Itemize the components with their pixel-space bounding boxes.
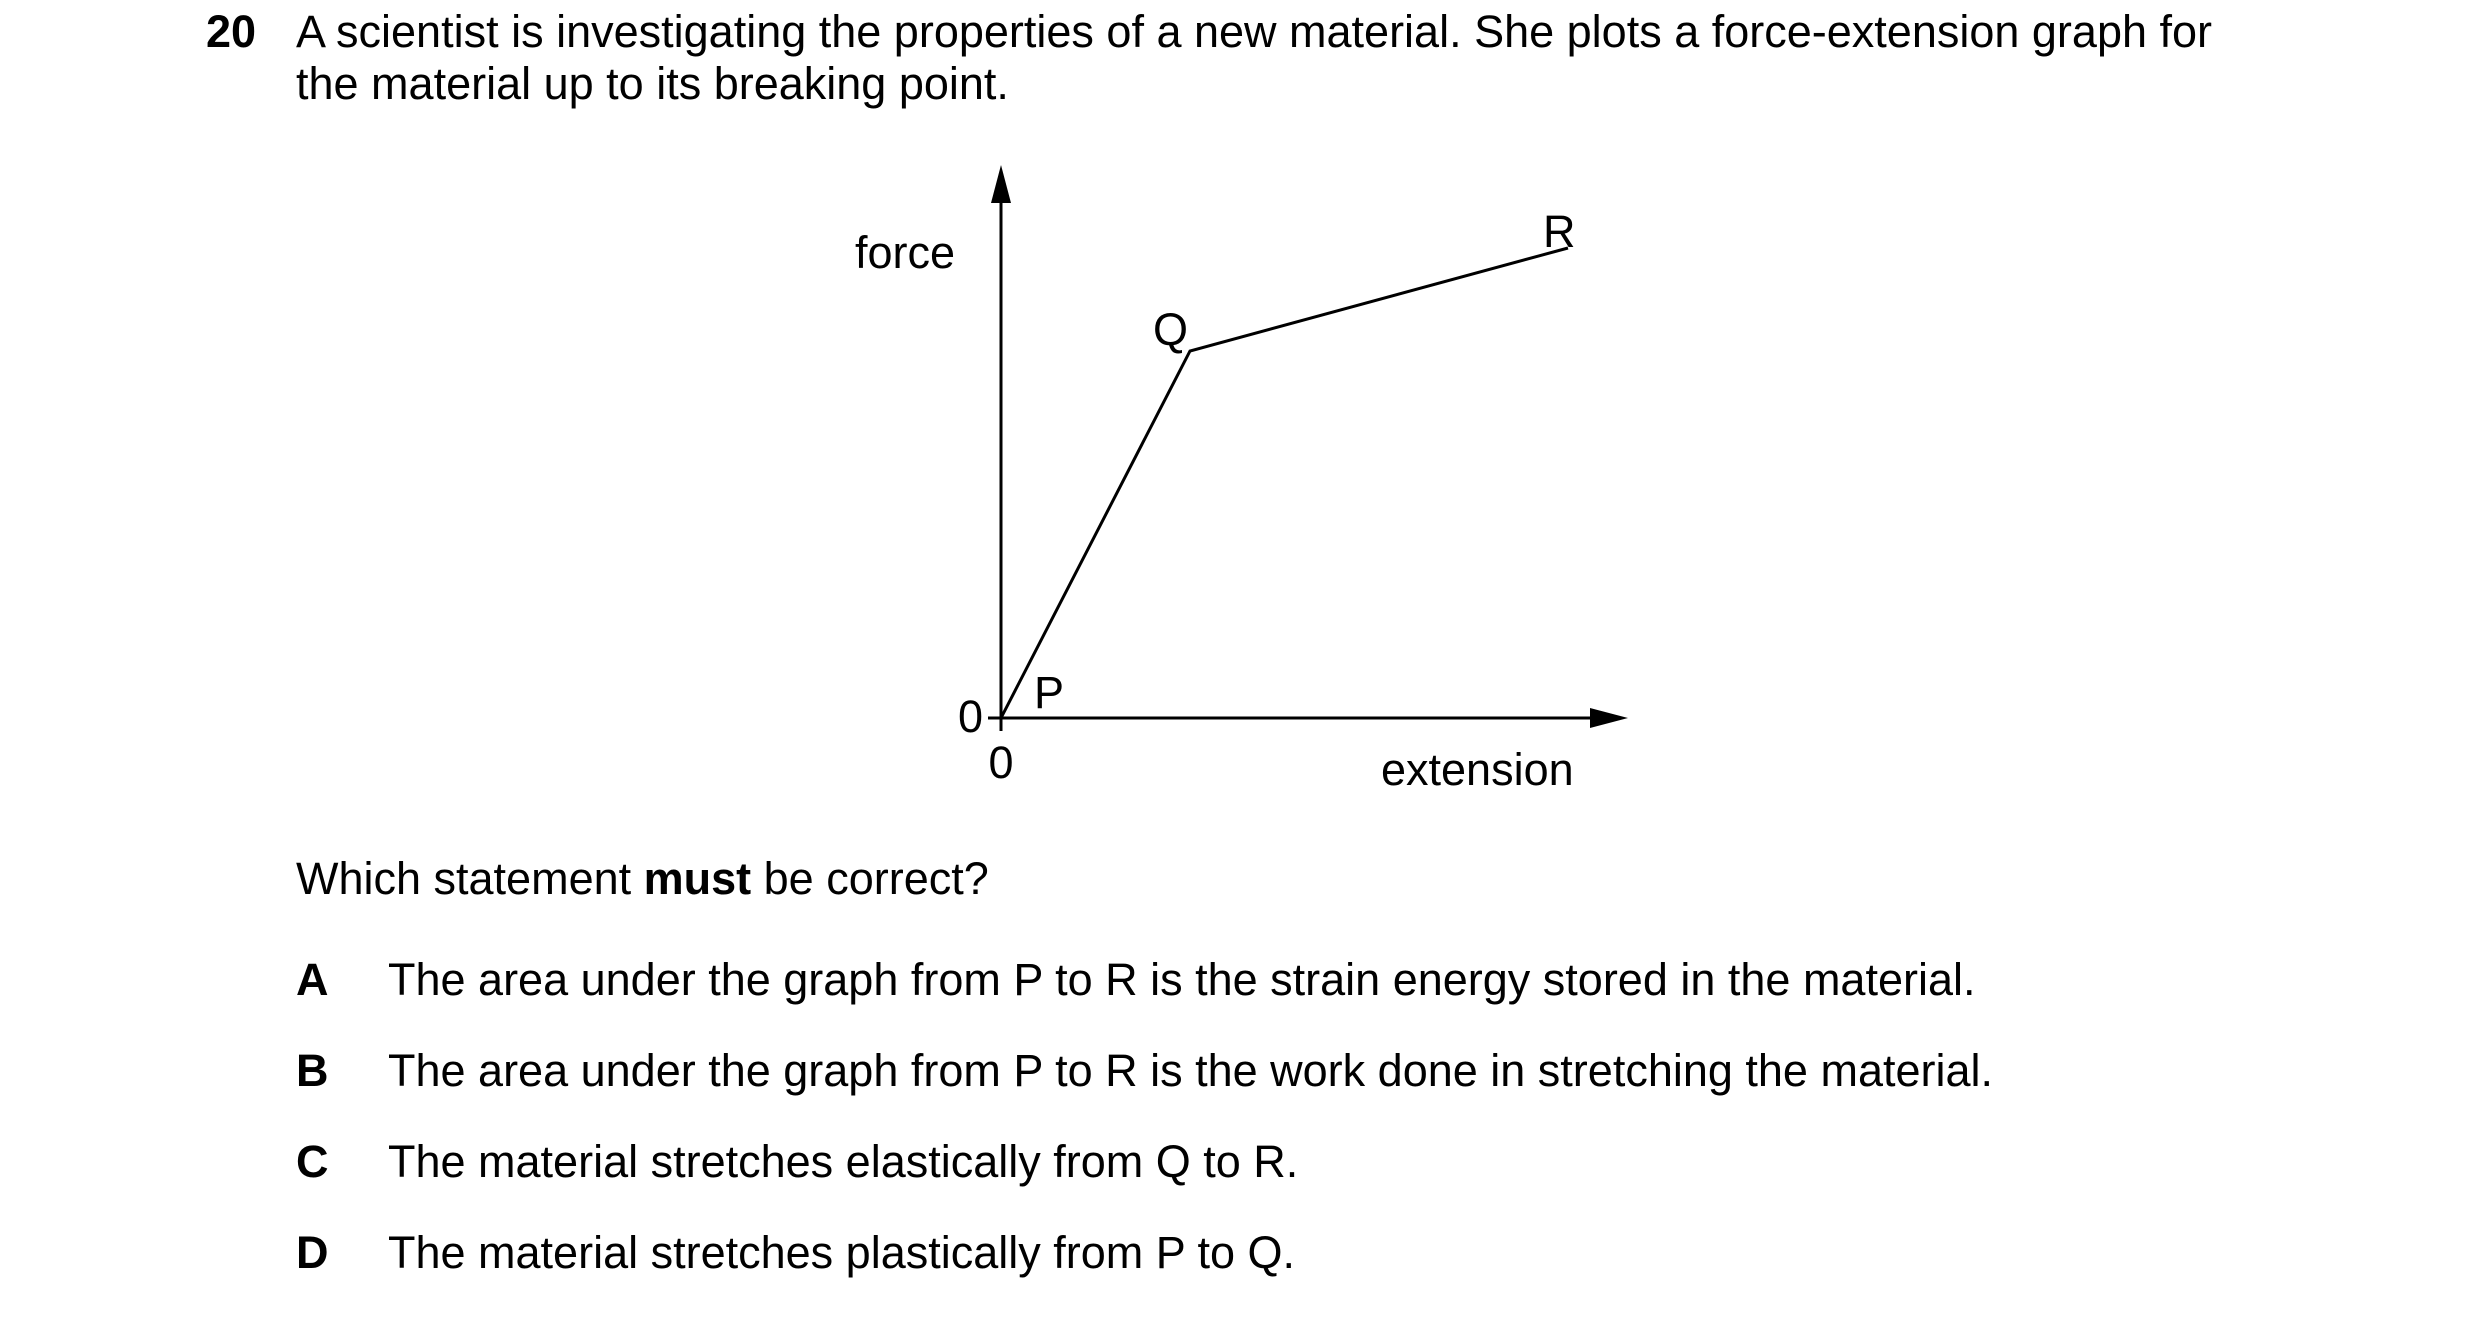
option-a-letter: A (296, 954, 329, 1005)
y-axis-arrowhead (991, 165, 1011, 203)
question-stem-line-2: the material up to its breaking point. (296, 58, 1009, 109)
y-axis-label: force (855, 227, 956, 278)
question-prompt (296, 853, 989, 905)
prompt-emphasis: must (643, 853, 752, 904)
point-label-p: P (1034, 667, 1065, 718)
option-c[interactable] (296, 1136, 1993, 1227)
force-extension-line (1001, 248, 1568, 718)
option-d[interactable] (296, 1227, 1993, 1318)
x-axis-arrowhead (1590, 708, 1628, 728)
point-label-q: Q (1153, 304, 1189, 355)
option-b-letter: B (296, 1045, 329, 1096)
option-d-text: The material stretches plastically from P to Q. (388, 1227, 1295, 1278)
x-axis-label: extension (1381, 744, 1574, 795)
prompt-before: Which statement (296, 853, 644, 904)
option-b-text: The area under the graph from P to R is the work done in stretching the material. (388, 1045, 1994, 1096)
answer-options (296, 954, 1993, 1318)
option-a[interactable] (296, 954, 1993, 1045)
option-a-text: The area under the graph from P to R is the strain energy stored in the material. (388, 954, 1976, 1005)
y-origin-label: 0 (957, 691, 983, 742)
option-b[interactable] (296, 1045, 1993, 1136)
option-c-letter: C (296, 1136, 329, 1187)
option-c-text: The material stretches elastically from Q to R. (388, 1136, 1299, 1187)
question-stem-line-1: A scientist is investigating the properties of a new material. She plots a force-extension graph for (296, 6, 2213, 57)
prompt-after: be correct? (751, 853, 989, 904)
question-number: 20 (206, 6, 257, 57)
option-d-letter: D (296, 1227, 329, 1278)
point-label-r: R (1543, 206, 1576, 257)
x-origin-label: 0 (988, 737, 1014, 788)
